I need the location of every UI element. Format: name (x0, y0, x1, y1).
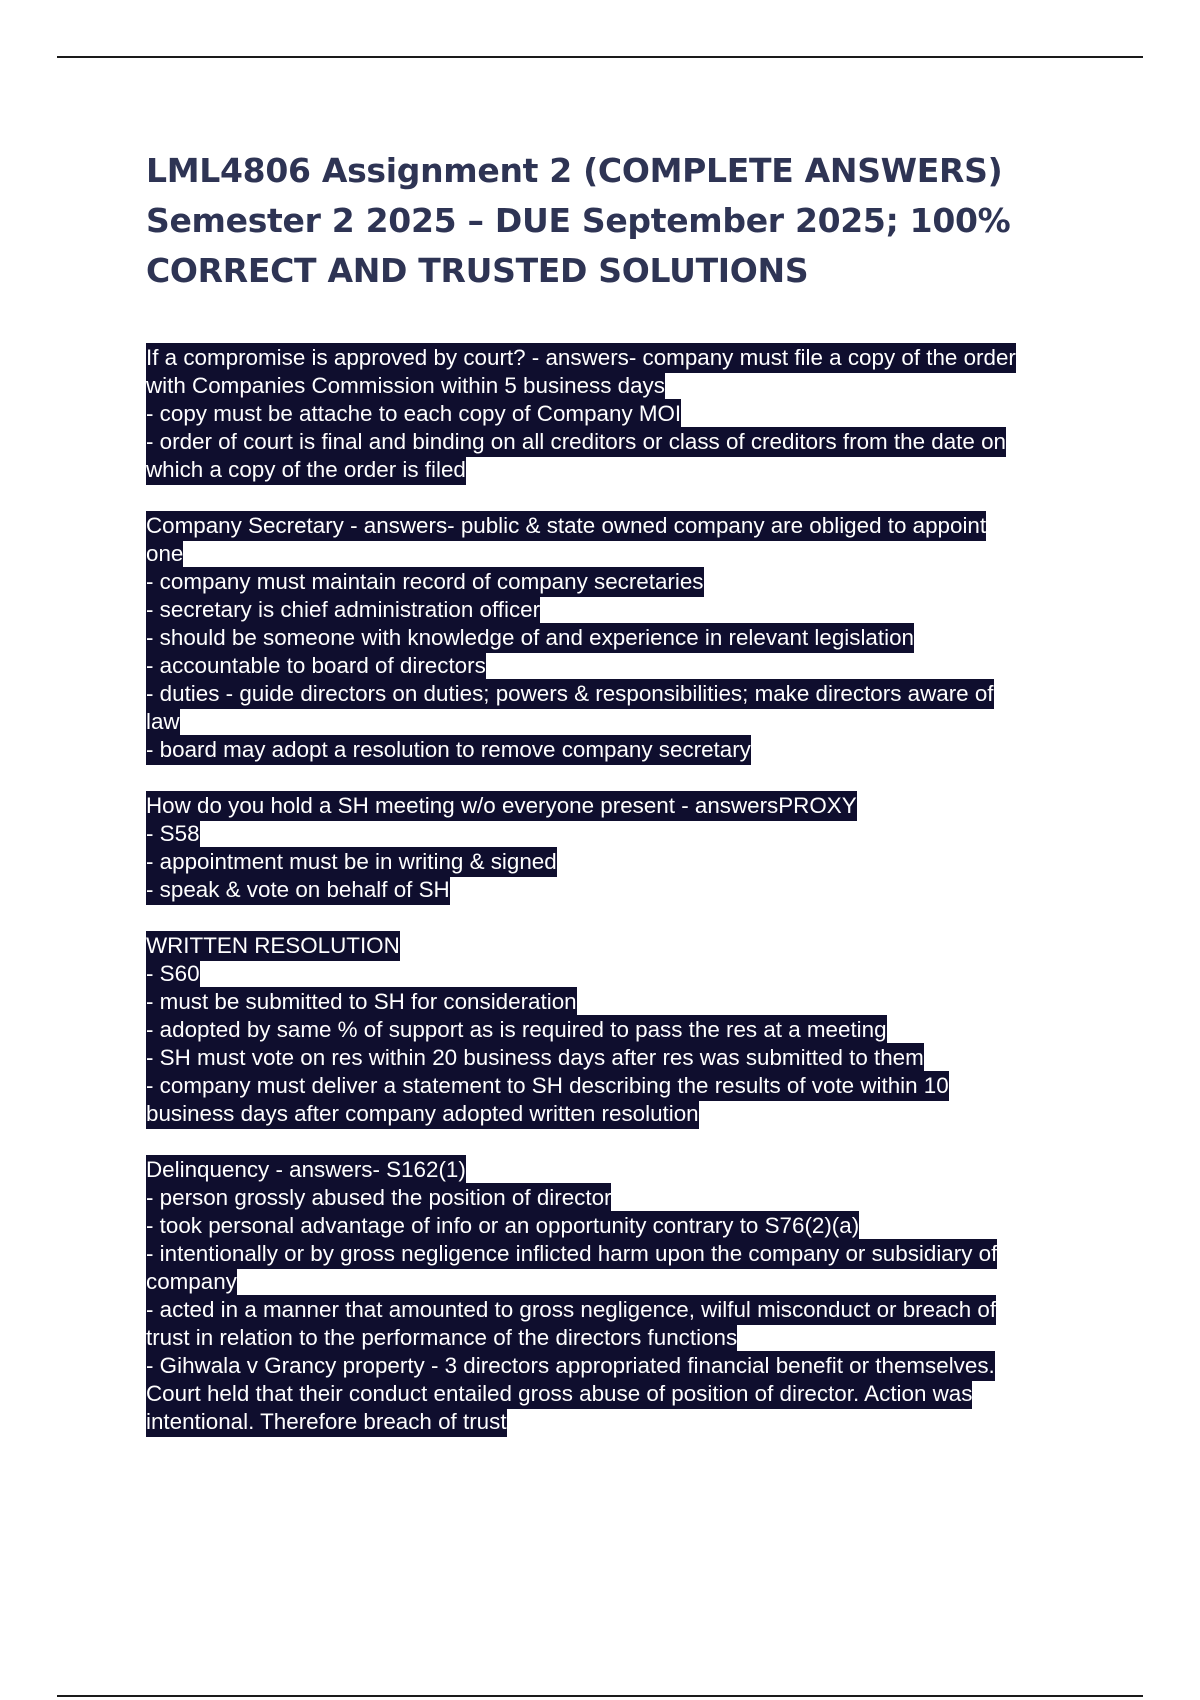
selected-text-line[interactable]: - copy must be attache to each copy of Company MOI (146, 399, 681, 429)
selected-text-line[interactable]: - took personal advantage of info or an opportunity contrary to S76(2)(a) (146, 1211, 859, 1241)
selected-text-line[interactable]: - board may adopt a resolution to remove company secretary (146, 735, 751, 765)
selected-text-line[interactable]: If a compromise is approved by court? - answers- company must file a copy of the order (146, 343, 1016, 373)
selected-text-line[interactable]: - must be submitted to SH for consideration (146, 987, 577, 1017)
selected-text-line[interactable]: Company Secretary - answers- public & state owned company are obliged to appoint (146, 511, 986, 541)
selected-text-line[interactable]: - S60 (146, 959, 200, 989)
selected-text-line[interactable]: - company must maintain record of company secretaries (146, 567, 704, 597)
section-delinquency (146, 1156, 1086, 1436)
selected-text-line[interactable]: - accountable to board of directors (146, 651, 486, 681)
section-company-secretary (146, 512, 1086, 764)
section-sh-meeting-proxy (146, 792, 1086, 904)
selected-text-line[interactable]: - SH must vote on res within 20 business days after res was submitted to them (146, 1043, 924, 1073)
selected-text-line[interactable]: - adopted by same % of support as is required to pass the res at a meeting (146, 1015, 887, 1045)
selected-text-line[interactable]: with Companies Commission within 5 business days (146, 371, 665, 401)
selected-text-line[interactable]: How do you hold a SH meeting w/o everyone present - answersPROXY (146, 791, 857, 821)
selected-text-line[interactable]: - order of court is final and binding on all creditors or class of creditors from the date on (146, 427, 1006, 457)
selected-text-line[interactable]: WRITTEN RESOLUTION (146, 931, 400, 961)
document-body (146, 344, 1086, 1464)
selected-text-line[interactable]: - speak & vote on behalf of SH (146, 875, 450, 905)
selected-text-line[interactable]: company (146, 1267, 237, 1297)
document-title (146, 146, 1106, 296)
top-divider (57, 56, 1143, 58)
section-written-resolution (146, 932, 1086, 1128)
selected-text-line[interactable]: Delinquency - answers- S162(1) (146, 1155, 466, 1185)
selected-text-line[interactable]: which a copy of the order is filed (146, 455, 466, 485)
title-line: CORRECT AND TRUSTED SOLUTIONS (146, 251, 809, 290)
section-compromise (146, 344, 1086, 484)
selected-text-line[interactable]: business days after company adopted written resolution (146, 1099, 699, 1129)
selected-text-line[interactable]: law (146, 707, 180, 737)
selected-text-line[interactable]: - duties - guide directors on duties; powers & responsibilities; make directors aware of (146, 679, 994, 709)
selected-text-line[interactable]: - person grossly abused the position of director (146, 1183, 611, 1213)
selected-text-line[interactable]: intentional. Therefore breach of trust (146, 1407, 507, 1437)
selected-text-line[interactable]: - appointment must be in writing & signed (146, 847, 557, 877)
bottom-divider (57, 1695, 1143, 1697)
selected-text-line[interactable]: - S58 (146, 819, 200, 849)
selected-text-line[interactable]: trust in relation to the performance of the directors functions (146, 1323, 737, 1353)
selected-text-line[interactable]: one (146, 539, 183, 569)
selected-text-line[interactable]: - acted in a manner that amounted to gross negligence, wilful misconduct or breach of (146, 1295, 996, 1325)
selected-text-line[interactable]: - Gihwala v Grancy property - 3 directors appropriated financial benefit or themselves. (146, 1351, 995, 1381)
selected-text-line[interactable]: - should be someone with knowledge of and experience in relevant legislation (146, 623, 914, 653)
selected-text-line[interactable]: Court held that their conduct entailed gross abuse of position of director. Action was (146, 1379, 972, 1409)
title-line: LML4806 Assignment 2 (COMPLETE ANSWERS) (146, 151, 1003, 190)
title-line: Semester 2 2025 – DUE September 2025; 100% (146, 201, 1011, 240)
selected-text-line[interactable]: - secretary is chief administration officer (146, 595, 540, 625)
selected-text-line[interactable]: - company must deliver a statement to SH describing the results of vote within 10 (146, 1071, 949, 1101)
selected-text-line[interactable]: - intentionally or by gross negligence inflicted harm upon the company or subsidiary of (146, 1239, 997, 1269)
